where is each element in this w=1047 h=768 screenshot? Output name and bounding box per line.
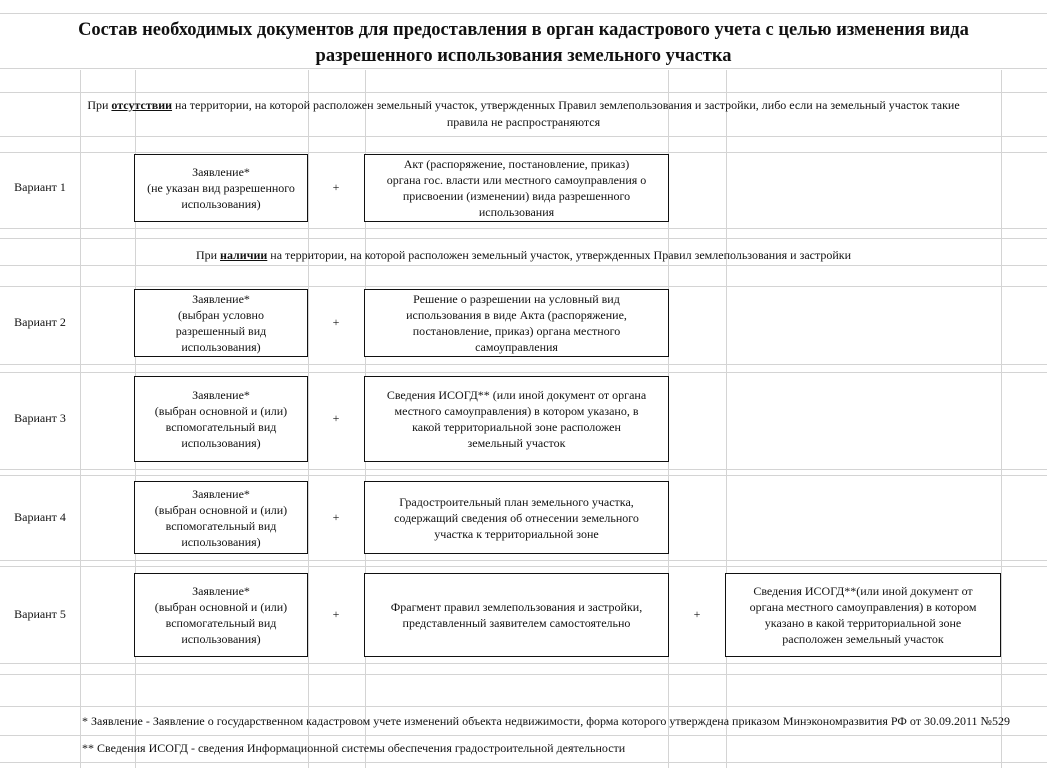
document-box-line: земельный участок — [467, 436, 566, 450]
document-box-line: участка к территориальной зоне — [434, 526, 599, 541]
application-box — [134, 573, 308, 657]
document-box-line: Решение о разрешении на условный вид — [413, 292, 620, 306]
document-box-line: представленный заявителем самостоятельно — [402, 616, 631, 630]
variant-label: Вариант 5 — [14, 607, 66, 621]
application-box-line: использования) — [181, 534, 261, 549]
variant-label: Вариант 4 — [14, 509, 66, 524]
application-box-line: Заявление* — [192, 584, 250, 598]
footnote-isogd: ** Сведения ИСОГД - сведения Информационной системы обеспечения градостроительной деятельности — [82, 741, 626, 755]
section-absent-prefix: При — [87, 98, 112, 112]
document-box-line: Градостроительный план земельного участка, — [399, 494, 634, 509]
variant-label: Вариант 3 — [14, 411, 66, 425]
section-present-text: на территории, на которой расположен земельный участок, утвержденных Правил землепользования и застройки — [267, 248, 852, 262]
section-absent-heading — [0, 97, 1047, 113]
document-box-line: Сведения ИСОГД** (или иной документ от органа — [386, 388, 647, 402]
document-title-line-2: разрешенного использования земельного участка — [315, 46, 732, 66]
document-box — [364, 481, 669, 554]
application-box — [134, 289, 308, 357]
section-absent-text: на территории, на которой расположен земельный участок, утвержденных Правил землепользования и застройки, либо если на земельный участок такие — [172, 98, 960, 112]
application-box — [134, 481, 308, 554]
document-box-line: самоуправления — [475, 340, 558, 354]
document-box-line: какой территориальной зоне расположен — [412, 420, 621, 434]
isogd-box-line: расположен земельный участок — [782, 632, 944, 646]
application-box-line: (выбран основной и (или) — [154, 404, 288, 418]
section-present-emphasis: наличии — [220, 248, 268, 262]
document-box-line: содержащий сведения об отнесении земельного — [394, 510, 639, 525]
application-box-line: вспомогательный вид — [165, 518, 277, 533]
document-box-line: присвоении (изменении) вида разрешенного — [402, 189, 631, 203]
application-box-line: использования) — [181, 436, 261, 450]
document-box — [364, 289, 669, 357]
application-box-line: (выбран основной и (или) — [154, 502, 288, 517]
document-box-line: органа гос. власти или местного самоуправления о — [386, 173, 647, 187]
plus-sign: + — [693, 607, 701, 621]
document-box-line: использования в виде Акта (распоряжение, — [406, 308, 627, 322]
application-box-line: Заявление* — [192, 292, 250, 306]
isogd-box-line: указано в какой территориальной зоне — [764, 616, 962, 630]
application-box-line: (не указан вид разрешенного — [147, 181, 295, 195]
isogd-box-line: Сведения ИСОГД**(или иной документ от — [753, 584, 973, 598]
document-box — [364, 376, 669, 462]
application-box-line: Заявление* — [192, 486, 250, 501]
application-box-line: использования) — [181, 340, 261, 354]
application-box-line: Заявление* — [192, 388, 250, 402]
document-box-line: постановление, приказ) органа местного — [412, 324, 621, 338]
document-box — [364, 154, 669, 222]
application-box-line: разрешенный вид — [175, 324, 267, 338]
section-present-heading — [0, 247, 1047, 263]
isogd-box — [725, 573, 1001, 657]
application-box-line: Заявление* — [192, 165, 250, 179]
application-box-line: (выбран условно — [178, 308, 264, 322]
document-box — [364, 573, 669, 657]
document-box-line: Акт (распоряжение, постановление, приказ) — [403, 157, 630, 171]
application-box — [134, 376, 308, 462]
application-box — [134, 154, 308, 222]
application-box-line: вспомогательный вид — [165, 616, 277, 630]
document-box-line: использования — [478, 205, 555, 219]
application-box-line: использования) — [181, 632, 261, 646]
document-box-line: Фрагмент правил землепользования и застройки, — [390, 600, 643, 614]
section-absent-emphasis: отсутствии — [111, 98, 173, 112]
plus-sign: + — [332, 411, 340, 425]
plus-sign: + — [332, 509, 340, 524]
isogd-box-line: органа местного самоуправления) в котором — [749, 600, 977, 614]
application-box-line: вспомогательный вид — [165, 420, 277, 434]
plus-sign: + — [332, 180, 340, 194]
document-title-line-1: Состав необходимых документов для предоставления в орган кадастрового учета с целью изменения вида — [78, 20, 969, 40]
application-box-line: (выбран основной и (или) — [154, 600, 288, 614]
variant-label: Вариант 2 — [14, 315, 66, 329]
plus-sign: + — [332, 607, 340, 621]
section-present-prefix: При — [195, 248, 221, 262]
section-absent-heading-line-2: правила не распространяются — [446, 115, 601, 129]
application-box-line: использования) — [181, 197, 261, 211]
plus-sign: + — [332, 315, 340, 329]
variant-label: Вариант 1 — [14, 180, 66, 194]
document-box-line: местного самоуправления) в котором указано, в — [394, 404, 639, 418]
footnote-application: * Заявление - Заявление о государственном кадастровом учете изменений объекта недвижимости, форма которого утверждена приказом Минэкономразвития РФ от 30.09.2011 №529 — [82, 714, 1010, 728]
